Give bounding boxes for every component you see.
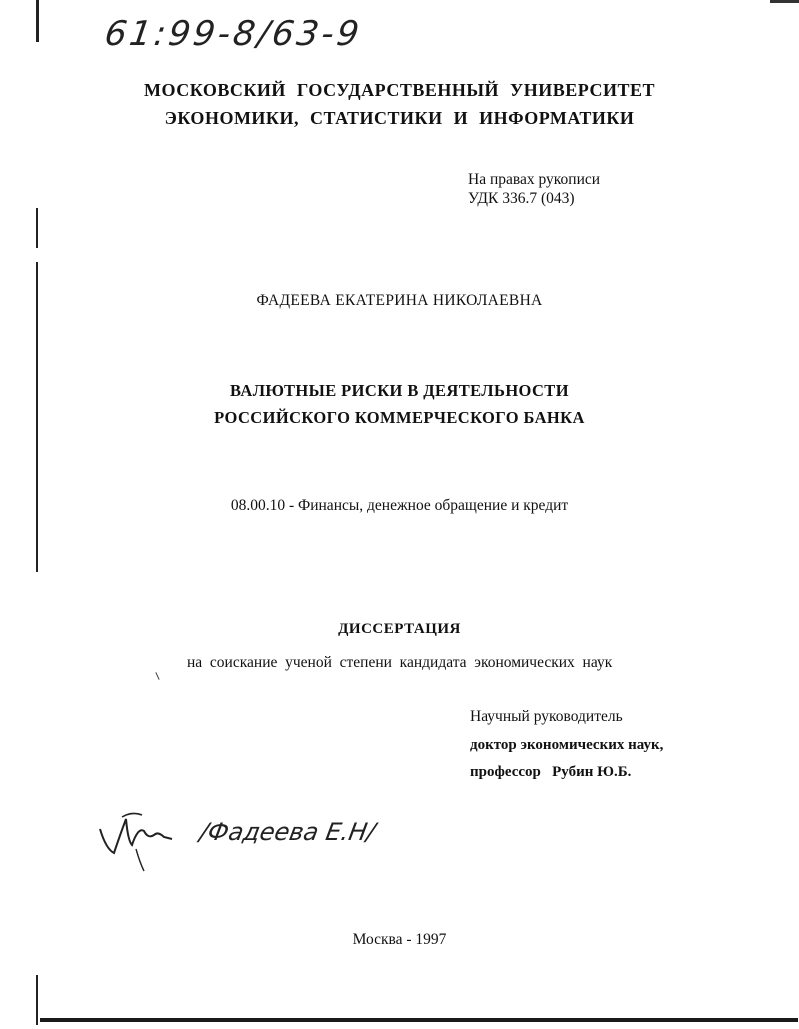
place-year: Москва - 1997 — [352, 931, 447, 948]
scan-bottom-edge — [40, 1018, 798, 1022]
specialty-code: 08.00.10 - Финансы, денежное обращение и кредит — [230, 497, 569, 514]
scan-speck — [155, 672, 159, 680]
dissertation-title-line2: РОССИЙСКОГО КОММЕРЧЕСКОГО БАНКА — [214, 408, 585, 427]
dissertation-title-line1: ВАЛЮТНЫЕ РИСКИ В ДЕЯТЕЛЬНОСТИ — [230, 381, 569, 400]
supervisor-label: Научный руководитель — [470, 708, 623, 725]
scan-edge-mark — [36, 0, 39, 42]
scan-edge-mark — [36, 208, 38, 248]
author-name: ФАДЕЕВА ЕКАТЕРИНА НИКОЛАЕВНА — [256, 292, 543, 309]
university-name-line2: ЭКОНОМИКИ, СТАТИСТИКИ И ИНФОРМАТИКИ — [164, 108, 635, 128]
signature-scribble — [92, 805, 182, 875]
manuscript-rights: На правах рукописи — [468, 171, 601, 188]
supervisor-degree: доктор экономических наук, — [470, 737, 664, 753]
signature-text: /Фадеева Е.Н/ — [197, 818, 378, 846]
supervisor-name: профессор Рубин Ю.Б. — [470, 764, 632, 780]
scan-edge-mark — [36, 975, 38, 1025]
university-name-line1: МОСКОВСКИЙ ГОСУДАРСТВЕННЫЙ УНИВЕРСИТЕТ — [144, 80, 655, 100]
work-type-heading: ДИССЕРТАЦИЯ — [338, 621, 461, 637]
degree-statement: на соискание ученой степени кандидата экономических наук — [187, 654, 613, 671]
udk-code: УДК 336.7 (043) — [468, 190, 575, 207]
archive-number: 61:99-8/63-9 — [102, 14, 365, 54]
scan-edge-mark — [770, 0, 799, 3]
